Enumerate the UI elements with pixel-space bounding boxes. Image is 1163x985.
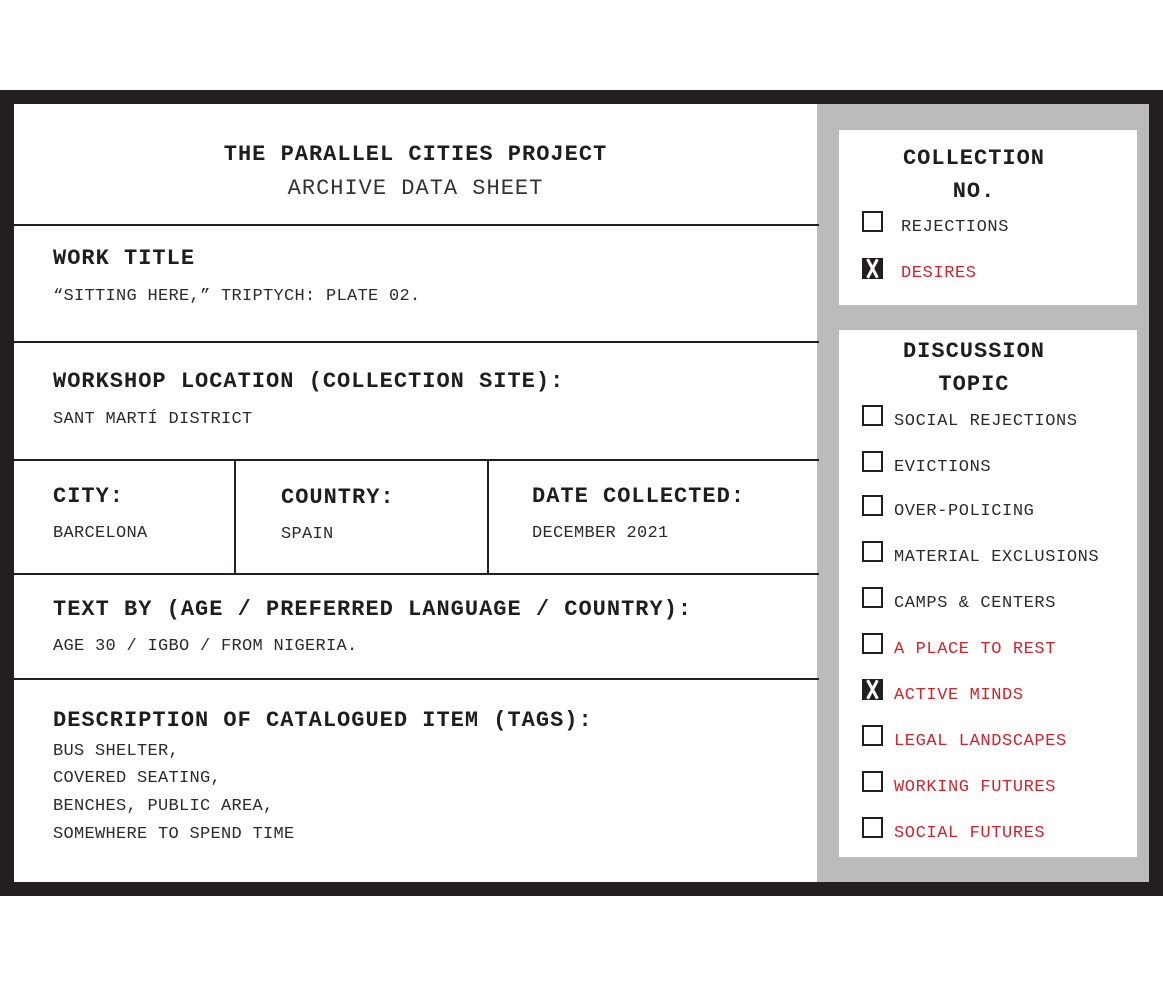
description-line: SOMEWHERE TO SPEND TIME	[53, 825, 295, 844]
country-label: COUNTRY:	[281, 485, 395, 510]
option-label-active-minds: ACTIVE MINDS	[894, 686, 1024, 705]
checkbox-active-minds[interactable]	[862, 679, 883, 700]
checkbox-social-futures[interactable]	[862, 817, 883, 838]
description-line: COVERED SEATING,	[53, 769, 222, 788]
option-label-social-rejections: SOCIAL REJECTIONS	[894, 412, 1078, 431]
checkbox-legal-landscapes[interactable]	[862, 725, 883, 746]
collection-title-line: NO.	[952, 179, 996, 204]
description-line: BENCHES, PUBLIC AREA,	[53, 797, 274, 816]
option-label-rejections: REJECTIONS	[901, 218, 1010, 237]
work-title-label: WORK TITLE	[53, 246, 196, 271]
divider	[487, 460, 489, 574]
country-value: SPAIN	[281, 525, 334, 544]
sheet-title: THE PARALLEL CITIES PROJECT	[223, 142, 608, 167]
work-title-value: “SITTING HERE,” TRIPTYCH: PLATE 02.	[53, 287, 421, 306]
checkbox-desires[interactable]	[862, 258, 883, 279]
divider	[14, 224, 819, 226]
discussion-title	[839, 335, 1109, 401]
divider	[14, 573, 819, 575]
checkbox-camps-centers[interactable]	[862, 587, 883, 608]
description-label: DESCRIPTION OF CATALOGUED ITEM (TAGS):	[53, 708, 593, 733]
city-value: BARCELONA	[53, 524, 148, 543]
workshop-location-value: SANT MARTÍ DISTRICT	[53, 410, 253, 429]
checkbox-working-futures[interactable]	[862, 771, 883, 792]
checkbox-evictions[interactable]	[862, 451, 883, 472]
text-by-value: AGE 30 / IGBO / FROM NIGERIA.	[53, 637, 358, 656]
collection-title-line: COLLECTION	[902, 146, 1046, 171]
divider	[14, 459, 819, 461]
option-label-camps-centers: CAMPS & CENTERS	[894, 594, 1057, 613]
checkbox-rejections[interactable]	[862, 211, 883, 232]
description-line: BUS SHELTER,	[53, 742, 180, 761]
option-label-legal-landscapes: LEGAL LANDSCAPES	[894, 732, 1067, 751]
city-label: CITY:	[53, 484, 125, 509]
checkbox-material-exclusions[interactable]	[862, 541, 883, 562]
divider	[14, 678, 819, 680]
workshop-location-label: WORKSHOP LOCATION (COLLECTION SITE):	[53, 369, 565, 394]
discussion-title-line: DISCUSSION	[902, 339, 1046, 364]
text-by-label: TEXT BY (AGE / PREFERRED LANGUAGE / COUNTRY):	[53, 597, 693, 622]
option-label-working-futures: WORKING FUTURES	[894, 778, 1057, 797]
checkbox-over-policing[interactable]	[862, 495, 883, 516]
checkbox-a-place-to-rest[interactable]	[862, 633, 883, 654]
checkbox-social-rejections[interactable]	[862, 405, 883, 426]
option-label-social-futures: SOCIAL FUTURES	[894, 824, 1046, 843]
option-label-evictions: EVICTIONS	[894, 458, 992, 477]
option-label-desires: DESIRES	[901, 264, 977, 283]
discussion-title-line: TOPIC	[938, 372, 1010, 397]
option-label-a-place-to-rest: A PLACE TO REST	[894, 640, 1057, 659]
option-label-over-policing: OVER-POLICING	[894, 502, 1035, 521]
divider	[14, 341, 819, 343]
sheet-subtitle: ARCHIVE DATA SHEET	[287, 176, 544, 201]
date-collected-value: DECEMBER 2021	[532, 524, 669, 543]
divider	[234, 460, 236, 574]
collection-title	[839, 142, 1109, 208]
option-label-material-exclusions: MATERIAL EXCLUSIONS	[894, 548, 1100, 567]
date-collected-label: DATE COLLECTED:	[532, 484, 746, 509]
